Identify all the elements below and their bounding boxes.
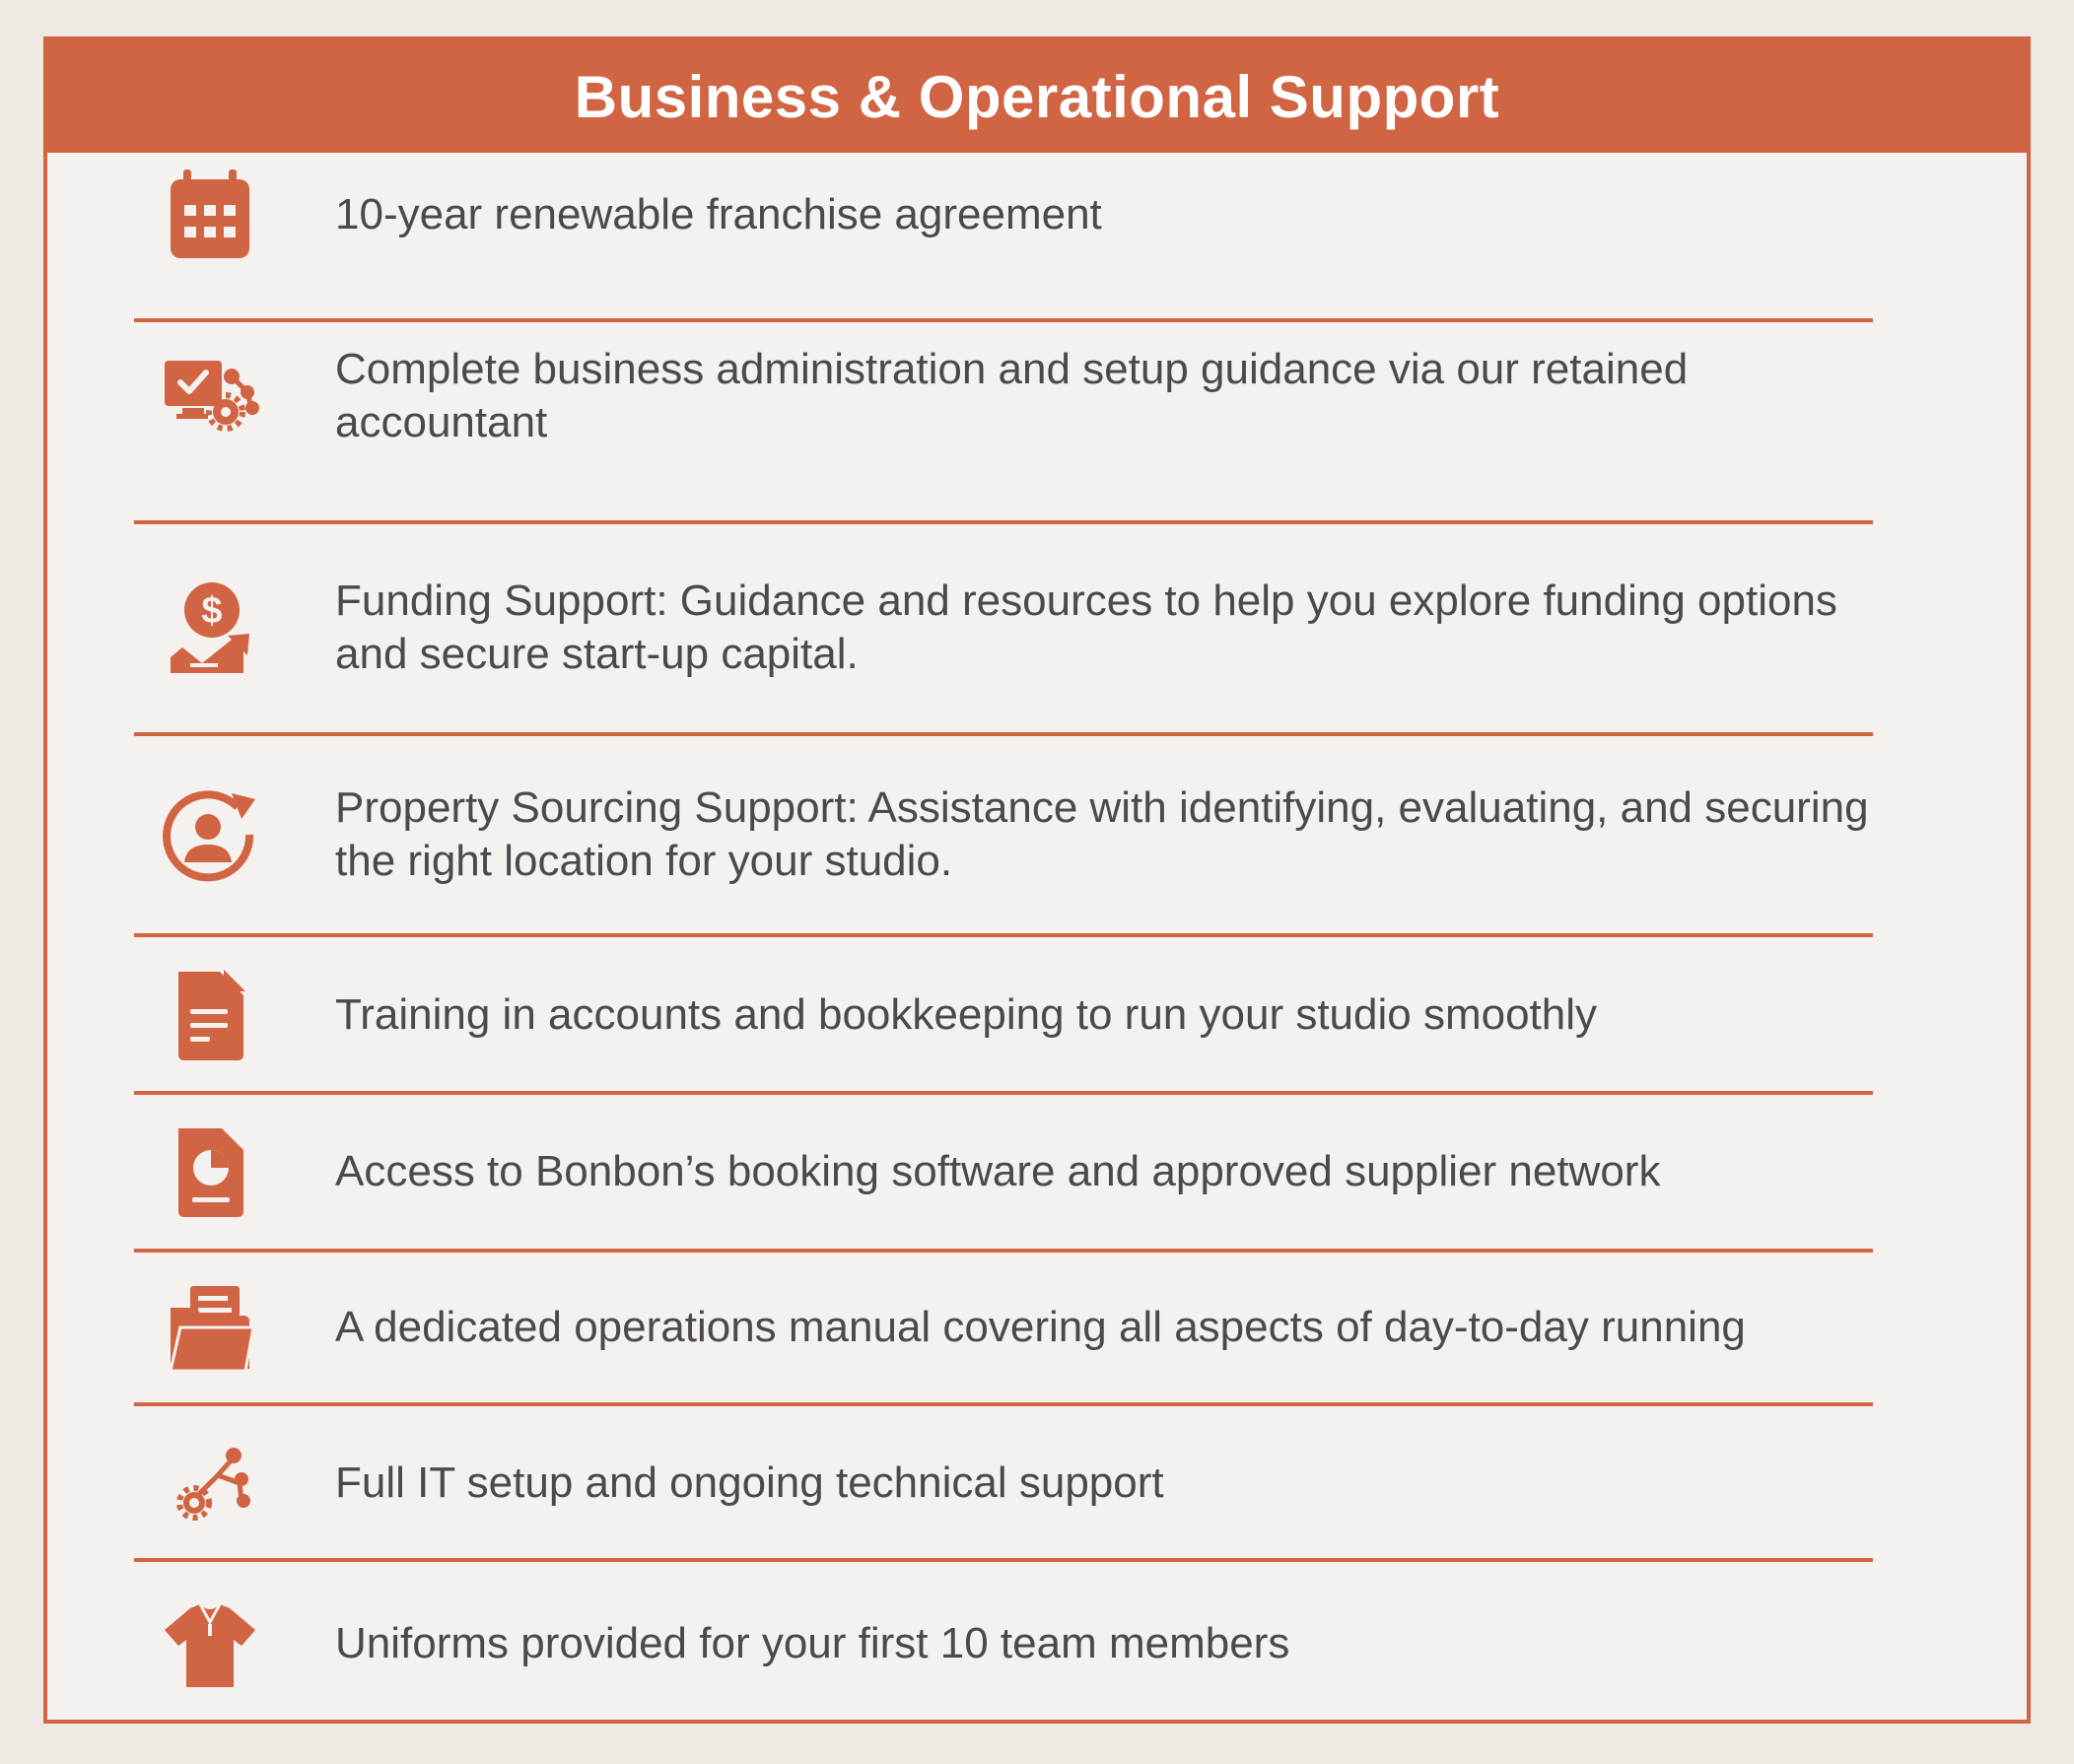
list-item [47,736,2027,933]
list-item [47,1562,2027,1726]
item-text: A dedicated operations manual covering all aspects of day-to-day running [335,1303,1746,1351]
person-refresh-icon [161,785,259,884]
list-item [47,524,2027,731]
list-item [47,1253,2027,1402]
computer-settings-icon [161,347,259,445]
item-text: Training in accounts and bookkeeping to run your studio smoothly [335,990,1598,1039]
shirt-icon [161,1594,259,1693]
list-item [47,322,2027,470]
gear-network-icon [161,1434,259,1532]
calendar-icon [161,166,259,264]
item-text: Full IT setup and ongoing technical support [335,1459,1164,1507]
item-text: Access to Bonbon’s booking software and approved supplier network [335,1147,1661,1195]
folder-icon [161,1278,259,1377]
svg-text:$: $ [201,590,223,632]
card-title: Business & Operational Support [574,63,1500,130]
list-item [47,153,2027,277]
item-text: Complete business administration and setup guidance via our retained accountant [335,345,1689,446]
item-text: Property Sourcing Support: Assistance with identifying, evaluating, and securing the right location for your studio. [335,783,1869,885]
list-item [47,1406,2027,1560]
item-text: Uniforms provided for your first 10 team members [335,1619,1290,1667]
report-chart-icon [161,1122,259,1221]
list-item [47,937,2027,1093]
card-header [47,40,2027,153]
item-text: 10-year renewable franchise agreement [335,190,1102,238]
support-card [43,36,2031,1724]
list-item [47,1095,2027,1249]
document-icon [161,966,259,1064]
funding-dollar-icon [161,578,259,677]
item-text: Funding Support: Guidance and resources to help you explore funding options and secure start-up capital. [335,577,1837,678]
